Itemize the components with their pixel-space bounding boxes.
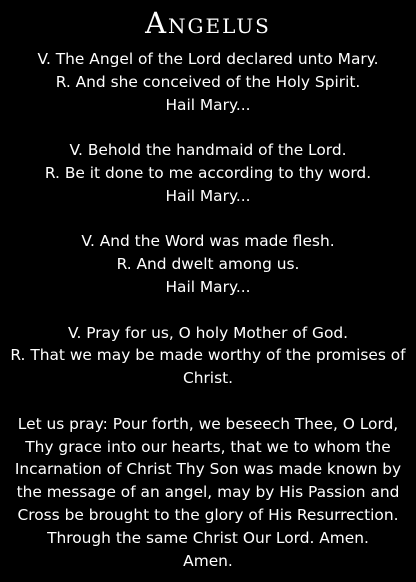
response-line: R. And dwelt among us. (116, 255, 300, 274)
prayer-title: Angelus (145, 6, 271, 40)
versicle-line: V. Pray for us, O holy Mother of God. (67, 323, 349, 342)
closing-prayer-block (8, 413, 408, 573)
versicle-block-4 (8, 322, 408, 390)
amen-line: Amen. (183, 551, 233, 570)
versicle-block-2 (8, 139, 408, 207)
versicle-line: V. The Angel of the Lord declared unto Mary. (37, 50, 379, 68)
response-line: R. Be it done to me according to thy word. (44, 163, 372, 182)
versicle-line: V. Behold the handmaid of the Lord. (69, 141, 347, 160)
versicle-line: V. And the Word was made flesh. (81, 232, 335, 251)
hail-mary-line: Hail Mary... (165, 186, 251, 205)
versicle-block-1 (8, 48, 408, 116)
response-line: R. That we may be made worthy of the promises of Christ. (10, 346, 406, 388)
closing-prayer-text: Let us pray: Pour forth, we beseech Thee, O Lord, Thy grace into our hearts, that we to whom the Incarnation of Christ Thy Son was made known by the message of an angel, may by His Passion and Cross be brought to the glory of His Resurrection. Through the same Christ Our Lord. Amen. (14, 414, 402, 547)
hail-mary-line: Hail Mary... (165, 95, 251, 114)
response-line: R. And she conceived of the Holy Spirit. (55, 72, 361, 91)
hail-mary-line: Hail Mary... (165, 277, 251, 296)
versicle-block-3 (8, 230, 408, 298)
